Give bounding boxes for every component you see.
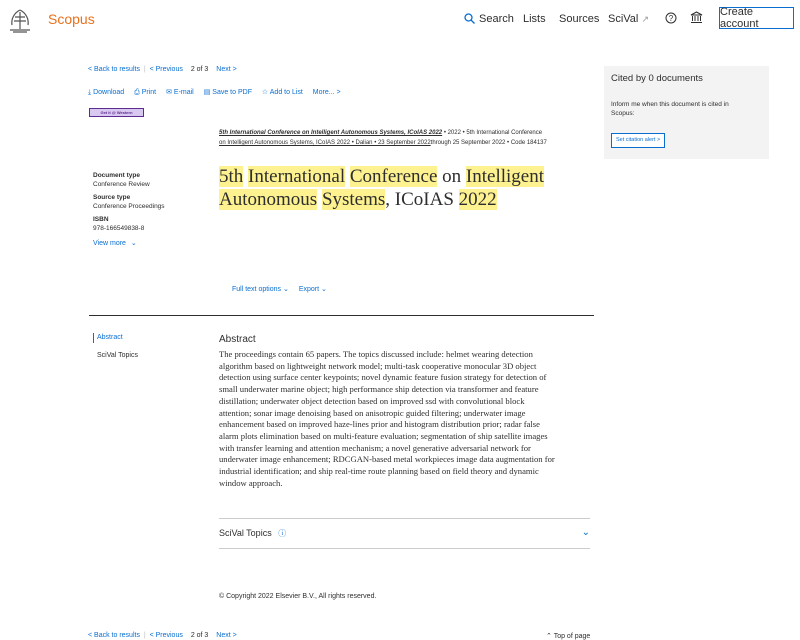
abstract-line: detection using surface center keypoints; novel dynamic feature fusion strategy for detection of <box>219 372 547 383</box>
print-icon: ⎙ <box>134 89 140 96</box>
document-title <box>219 165 599 211</box>
export-label: Export <box>298 286 320 293</box>
conference-link[interactable]: 5th International Conference on Intelligent Autonomous Systems, ICoIAS 2022 <box>219 130 443 136</box>
result-nav-top <box>88 66 237 73</box>
previous-link[interactable]: < Previous <box>149 66 183 73</box>
source-type-label: Source type <box>93 194 131 201</box>
doc-type-label: Document type <box>93 172 140 179</box>
top-of-page-label: Top of page <box>553 633 591 640</box>
add-list-label: Add to List <box>269 89 303 96</box>
svg-text:?: ? <box>668 14 674 23</box>
chevron-down-icon: ⌄ <box>321 286 327 293</box>
divider: | <box>141 66 148 73</box>
abstract-line: enhancement based on improved haze-lines prior and histogram distribution prior; radar false <box>219 419 540 430</box>
isbn-value: 978-166549838-8 <box>93 225 145 232</box>
abstract-heading: Abstract <box>219 334 256 345</box>
add-to-list-button[interactable] <box>262 89 305 96</box>
pdf-icon: ▤ <box>203 89 211 96</box>
nav-scival-topics[interactable]: SciVal Topics <box>97 352 138 359</box>
save-pdf-button[interactable] <box>204 89 254 96</box>
source-info <box>219 128 594 148</box>
abstract-line: alarm plots elimination based on multi-feature evaluation; segmentation of ship satellite images <box>219 430 548 441</box>
email-label: E-mail <box>173 89 194 96</box>
nav-sources[interactable]: Sources <box>559 13 600 25</box>
isbn-label: ISBN <box>93 216 109 223</box>
nav-abstract[interactable] <box>93 333 138 343</box>
nav-scival[interactable] <box>608 13 649 25</box>
section-nav <box>93 333 138 359</box>
title-word: , ICoIAS <box>385 189 454 210</box>
title-word: Conference <box>349 166 438 187</box>
copyright: © Copyright 2022 Elsevier B.V., All rights reserved. <box>219 593 377 600</box>
cited-desc-line1: Inform me when this document is cited in <box>611 101 729 108</box>
nav-search[interactable]: Search <box>479 13 514 25</box>
previous-link[interactable]: < Previous <box>149 632 183 639</box>
abstract-line: The proceedings contain 65 papers. The topics discussed include: helmet wearing detection <box>219 349 533 359</box>
email-icon: ✉ <box>166 89 172 96</box>
cited-desc-line2: Scopus: <box>611 110 635 117</box>
cited-by-title: Cited by 0 documents <box>611 73 703 84</box>
title-word: Autonomous <box>219 189 318 210</box>
full-text-label: Full text options <box>232 286 282 293</box>
abstract-line: industrial identification; and ship real-time route planning based on field theory and dynamic <box>219 466 539 477</box>
chevron-down-icon: ⌄ <box>581 527 590 538</box>
abstract-line: small underwater marine object; high performance ship detection via transformer and feature <box>219 384 539 395</box>
abstract-text <box>219 349 604 489</box>
full-text-options-button[interactable] <box>232 286 291 293</box>
title-word: Systems <box>321 189 386 210</box>
nav-lists[interactable]: Lists <box>523 13 546 25</box>
abstract-line: window approach. <box>219 477 283 488</box>
top-header <box>0 0 800 40</box>
save-pdf-label: Save to PDF <box>212 89 252 96</box>
download-icon: ⤓ <box>88 89 92 96</box>
title-word: 2022 <box>458 189 497 210</box>
institution-icon[interactable] <box>690 11 703 24</box>
document-toolbar <box>88 88 341 97</box>
chevron-down-icon: ⌄ <box>282 286 289 293</box>
abstract-line: distillation; underwater object detection based on improved ssd with convolutional block <box>219 395 525 406</box>
source-line-1 <box>219 128 594 138</box>
next-link[interactable]: Next > <box>216 66 237 73</box>
scopus-brand[interactable]: Scopus <box>48 11 95 27</box>
source-line-1-rest: • 2022 • 5th International Conference <box>442 130 543 136</box>
print-label: Print <box>141 89 157 96</box>
chevron-down-icon: ⌄ <box>130 240 137 247</box>
download-button[interactable] <box>88 89 126 96</box>
scival-topics-toggle[interactable] <box>219 528 590 544</box>
result-nav-bottom <box>88 632 237 639</box>
source-line-2 <box>219 138 594 148</box>
section-divider <box>89 315 594 316</box>
result-position: 2 of 3 <box>190 632 209 639</box>
back-to-results-link[interactable]: < Back to results <box>88 66 140 73</box>
options-row <box>232 285 327 293</box>
divider: | <box>141 632 148 639</box>
next-link[interactable]: Next > <box>216 632 237 639</box>
abstract-line: with transfer learning and attention mechanism; a novel generative adversarial network for <box>219 442 531 453</box>
result-position: 2 of 3 <box>190 66 209 73</box>
abstract-line: algorithm based on lightweight network model; multi-task cooperative monocular 3D object <box>219 360 537 371</box>
scival-divider-bottom <box>219 548 590 549</box>
cited-by-description <box>611 100 729 118</box>
nav-scival-label: SciVal <box>608 13 639 25</box>
source-type-value: Conference Proceedings <box>93 203 165 210</box>
document-meta <box>93 171 213 248</box>
download-label: Download <box>93 89 125 96</box>
set-citation-alert-button[interactable]: Set citation alert > <box>611 133 665 148</box>
export-button[interactable] <box>299 286 327 293</box>
title-word: International <box>248 166 346 187</box>
view-more-link[interactable] <box>93 239 213 248</box>
more-button[interactable]: More... > <box>312 89 341 96</box>
info-icon[interactable]: ⓘ <box>278 529 287 538</box>
doc-type-value: Conference Review <box>93 181 150 188</box>
star-icon: ☆ <box>261 89 269 96</box>
title-word: on <box>442 166 462 187</box>
chevron-up-icon: ⌃ <box>546 633 552 640</box>
scival-topics-label: SciVal Topics <box>219 528 272 538</box>
view-more-label: View more <box>93 240 126 247</box>
external-link-icon: ↗ <box>641 14 649 24</box>
source-line-2a: on Intelligent Autonomous Systems, ICoIAS 2022 • Dalian • 23 September 2022 <box>219 140 431 146</box>
cited-by-panel <box>604 66 769 159</box>
email-button[interactable] <box>166 89 196 96</box>
title-word: 5th <box>219 166 244 187</box>
nav-abstract-label: Abstract <box>97 334 123 341</box>
abstract-line: underwater image enhancement; RDCGAN-based metal workpieces image data augmentation for <box>219 454 555 465</box>
abstract-line: attention; sonar image denoising based on anisotropic guided filtering; underwater image <box>219 407 526 418</box>
print-button[interactable] <box>134 89 158 96</box>
scival-divider-top <box>219 518 590 519</box>
back-to-results-link[interactable]: < Back to results <box>88 632 140 639</box>
search-icon[interactable] <box>464 13 475 24</box>
help-icon[interactable] <box>665 12 677 24</box>
elsevier-logo[interactable] <box>6 7 34 35</box>
title-word: Intelligent <box>465 166 545 187</box>
create-account-button[interactable]: Create account <box>719 7 794 29</box>
get-it-western-button[interactable]: Get it @ Western <box>89 108 144 117</box>
source-line-2b: through 25 September 2022 • Code 184137 <box>430 140 547 146</box>
